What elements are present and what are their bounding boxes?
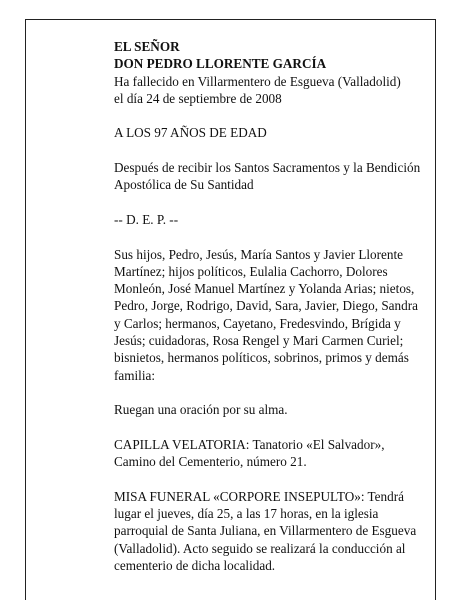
sacraments-paragraph: Después de recibir los Santos Sacramentos y la Bendición Apostólica de Su Santidad [114, 160, 421, 193]
chapel-paragraph: CAPILLA VELATORIA: Tanatorio «El Salvador», Camino del Cementerio, número 21. [114, 436, 385, 470]
deceased-name: DON PEDRO LLORENTE GARCÍA [114, 56, 327, 72]
mass-paragraph: MISA FUNERAL «CORPORE INSEPULTO»: Tendrá lugar el jueves, día 25, a las 17 horas, en la iglesia parroquial de Santa Juliana, en Villarmentero de Esgueva (Valladolid). Acto seguido se realizará la conducción al cementerio de dicha localidad. [114, 488, 417, 573]
death-place-line: Ha fallecido en Villarmentero de Esgueva (Valladolid) [114, 73, 401, 89]
deceased-header [114, 38, 424, 107]
family-paragraph: Sus hijos, Pedro, Jesús, María Santos y Javier Llorente Martínez; hijos políticos, Eulalia Cachorro, Dolores Monleón, José Manuel Martínez y Yolanda Arias; nietos, Pedro, Jorge, Rodrigo, David, Sara, Javier, Diego, Sandra y Carlos; hermanos, Cayetano, Fredesvindo, Brígida y Jesús; cuidadoras, Rosa Rengel y Mari Carmen Curiel; bisnietos, hermanos políticos, sobrinos, primos y demás familia: [114, 246, 418, 383]
title-line-1: EL SEÑOR [114, 39, 180, 54]
obituary-notice [114, 38, 424, 592]
age-line: A LOS 97 AÑOS DE EDAD [114, 125, 267, 141]
dep-line: -- D. E. P. -- [114, 211, 179, 227]
death-date-line: el día 24 de septiembre de 2008 [114, 90, 282, 106]
prayer-line: Ruegan una oración por su alma. [114, 402, 288, 418]
